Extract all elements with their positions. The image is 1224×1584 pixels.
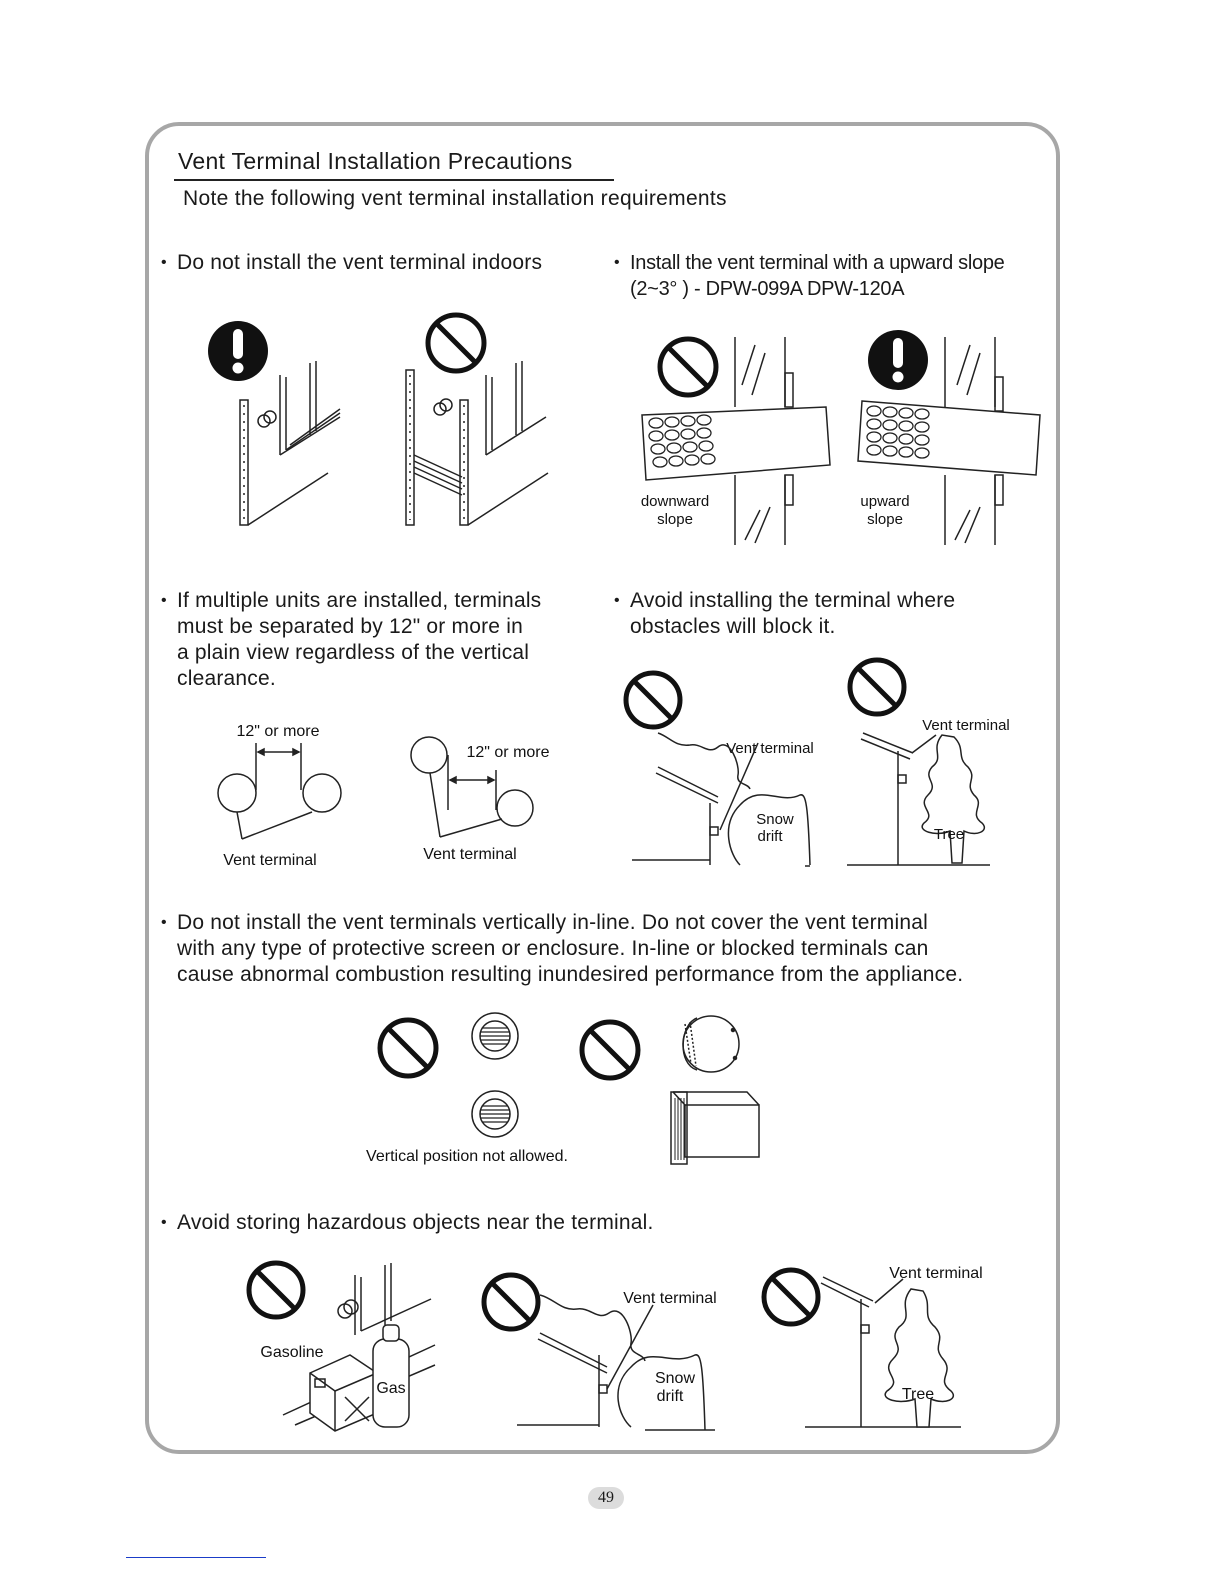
hazard-drift-label: drift bbox=[656, 1388, 684, 1405]
hazard-tree-illustration bbox=[805, 1277, 961, 1427]
label-slope-down: slope bbox=[657, 511, 693, 528]
outdoor-wall-illustration bbox=[240, 361, 340, 525]
prohibited-icon bbox=[660, 339, 716, 395]
slope-figure bbox=[630, 325, 1050, 550]
footer-rule bbox=[126, 1557, 266, 1558]
drift-label: drift bbox=[757, 828, 783, 845]
tree-label: Tree bbox=[933, 826, 965, 843]
vent-grille-top bbox=[472, 1013, 518, 1059]
dim-label-right: 12" or more bbox=[466, 744, 550, 761]
hazardous-figure bbox=[235, 1255, 1010, 1435]
page-subtitle: Note the following vent terminal installation requirements bbox=[183, 187, 727, 210]
bullet-hazardous: • Avoid storing hazardous objects near the terminal. bbox=[161, 1211, 654, 1234]
separation-figure bbox=[200, 715, 580, 875]
tree-vent-label: Vent terminal bbox=[922, 717, 1010, 734]
indoor-wall-illustration bbox=[406, 361, 548, 525]
enclosure-illustration bbox=[671, 1092, 759, 1164]
exclamation-icon bbox=[208, 321, 268, 381]
bullet-separation: • If multiple units are installed, terminals must be separated by 12" or more in a plain view regardless of the vertical clearance. bbox=[161, 589, 542, 690]
label-downward: downward bbox=[640, 493, 710, 510]
prohibited-icon bbox=[380, 1020, 436, 1076]
dim-label-left: 12" or more bbox=[236, 723, 320, 740]
caption-right: Vent terminal bbox=[423, 846, 517, 863]
gasoline-label: Gasoline bbox=[260, 1344, 324, 1361]
exclamation-icon bbox=[868, 330, 928, 390]
prohibited-icon bbox=[850, 660, 904, 714]
prohibited-icon bbox=[249, 1263, 303, 1317]
gas-label: Gas bbox=[376, 1380, 406, 1397]
screen-cover-illustration bbox=[683, 1016, 739, 1072]
hazard-tree-vent-label: Vent terminal bbox=[889, 1265, 983, 1282]
hazard-snow-vent-label: Vent terminal bbox=[623, 1290, 717, 1307]
hazard-snow-illustration bbox=[517, 1295, 715, 1430]
title-underline bbox=[174, 179, 614, 181]
prohibited-icon bbox=[626, 673, 680, 727]
prohibited-icon bbox=[428, 315, 484, 371]
caption-left: Vent terminal bbox=[223, 852, 317, 869]
tree-illustration bbox=[847, 733, 990, 865]
label-upward: upward bbox=[860, 493, 910, 510]
snow-label: Snow bbox=[756, 811, 794, 828]
inline-caption: Vertical position not allowed. bbox=[366, 1148, 568, 1165]
label-slope-up: slope bbox=[867, 511, 903, 528]
page-number: 49 bbox=[588, 1487, 624, 1509]
inline-figure bbox=[345, 1010, 785, 1170]
hazard-snow-label: Snow bbox=[654, 1370, 696, 1387]
prohibited-icon bbox=[582, 1022, 638, 1078]
bullet-slope: • Install the vent terminal with a upward slope (2~3° ) - DPW-099A DPW-120A bbox=[614, 252, 1005, 300]
obstacles-figure bbox=[620, 655, 1040, 875]
bullet-inline: • Do not install the vent terminals vertically in-line. Do not cover the vent terminal with any type of protective screen or enclosure. In-line or blocked terminals can cause abnormal combustion resulting inundesired performance from the appliance. bbox=[161, 911, 964, 986]
separation-left-illustration bbox=[218, 743, 341, 839]
snow-vent-label: Vent terminal bbox=[726, 740, 814, 757]
bullet-obstacles: • Avoid installing the terminal where obstacles will block it. bbox=[614, 589, 956, 638]
bullet-indoors: • Do not install the vent terminal indoors bbox=[161, 251, 543, 274]
prohibited-icon bbox=[764, 1270, 818, 1324]
prohibited-icon bbox=[484, 1275, 538, 1329]
hazard-tree-label: Tree bbox=[901, 1386, 935, 1403]
indoors-figure bbox=[200, 305, 560, 545]
vent-grille-bottom bbox=[472, 1091, 518, 1137]
page-title: Vent Terminal Installation Precautions bbox=[178, 148, 573, 174]
